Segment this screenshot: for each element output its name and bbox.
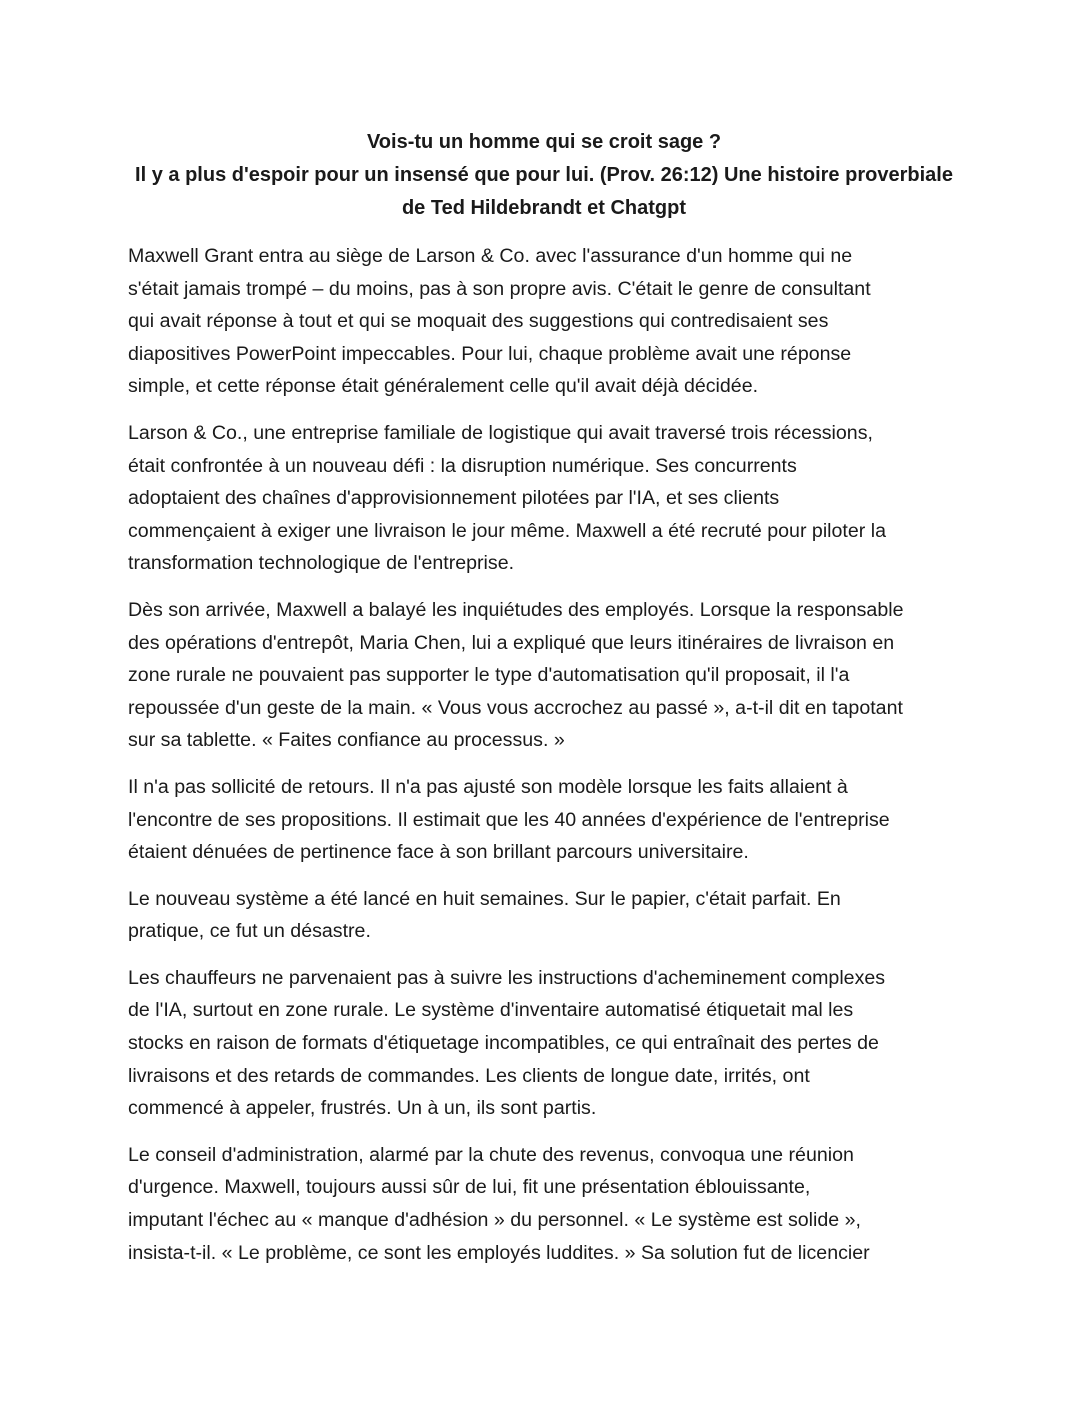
- paragraph: [128, 240, 964, 403]
- text-line: Larson & Co., une entreprise familiale de logistique qui avait traversé trois récessions,: [128, 421, 873, 444]
- text-line: sur sa tablette. « Faites confiance au processus. »: [128, 729, 565, 752]
- text-line: Maxwell Grant entra au siège de Larson & Co. avec l'assurance d'un homme qui ne: [128, 245, 853, 267]
- paragraph: [128, 594, 964, 757]
- paragraph: [128, 417, 964, 580]
- text-line: pratique, ce fut un désastre.: [128, 920, 371, 943]
- text-line: était confrontée à un nouveau défi : la disruption numérique. Ses concurrents: [128, 454, 797, 477]
- text-line: de l'IA, surtout en zone rurale. Le système d'inventaire automatisé étiquetait mal les: [128, 999, 854, 1022]
- text-line: livraisons et des retards de commandes. Les clients de longue date, irrités, ont: [128, 1064, 810, 1087]
- text-line: Les chauffeurs ne parvenaient pas à suivre les instructions d'acheminement complexes: [128, 966, 886, 989]
- text-line: stocks en raison de formats d'étiquetage incompatibles, ce qui entraînait des pertes de: [128, 1032, 879, 1055]
- paragraph: [128, 771, 964, 869]
- paragraph: [128, 962, 964, 1125]
- text-line: commençaient à exiger une livraison le jour même. Maxwell a été recruté pour piloter la: [128, 519, 886, 542]
- text-line: l'encontre de ses propositions. Il estimait que les 40 années d'expérience de l'entreprise: [128, 808, 890, 831]
- text-line: des opérations d'entrepôt, Maria Chen, lui a expliqué que leurs itinéraires de livraison en: [128, 631, 895, 654]
- text-line: Il n'a pas sollicité de retours. Il n'a pas ajusté son modèle lorsque les faits allaient à: [128, 775, 848, 798]
- text-line: Le nouveau système a été lancé en huit semaines. Sur le papier, c'était parfait. En: [128, 887, 841, 910]
- text-line: commencé à appeler, frustrés. Un à un, ils sont partis.: [128, 1097, 597, 1120]
- text-line: Dès son arrivée, Maxwell a balayé les inquiétudes des employés. Lorsque la responsable: [128, 598, 904, 621]
- text-line: zone rurale ne pouvaient pas supporter le type d'automatisation qu'il proposait, il l'a: [128, 664, 850, 687]
- text-line: imputant l'échec au « manque d'adhésion » du personnel. « Le système est solide »,: [128, 1209, 861, 1232]
- text-line: qui avait réponse à tout et qui se moquait des suggestions qui contredisaient ses: [128, 310, 829, 333]
- text-line: d'urgence. Maxwell, toujours aussi sûr de lui, fit une présentation éblouissante,: [128, 1176, 811, 1199]
- paragraph: [128, 883, 964, 948]
- text-line: adoptaient des chaînes d'approvisionnement pilotées par l'IA, et ses clients: [128, 487, 780, 510]
- text-line: transformation technologique de l'entreprise.: [128, 552, 515, 575]
- text-line: s'était jamais trompé – du moins, pas à son propre avis. C'était le genre de consultant: [128, 277, 871, 300]
- text-line: simple, et cette réponse était généralement celle qu'il avait déjà décidée.: [128, 375, 759, 398]
- document-title: [120, 126, 968, 225]
- paragraph: [128, 1139, 964, 1269]
- title-line: Il y a plus d'espoir pour un insensé que pour lui. (Prov. 26:12) Une histoire proverbiale: [135, 164, 953, 186]
- text-line: insista-t-il. « Le problème, ce sont les employés luddites. » Sa solution fut de licencier: [128, 1241, 870, 1264]
- text-line: Le conseil d'administration, alarmé par la chute des revenus, convoqua une réunion: [128, 1143, 854, 1166]
- title-line: de Ted Hildebrandt et Chatgpt: [401, 197, 687, 219]
- text-line: diapositives PowerPoint impeccables. Pour lui, chaque problème avait une réponse: [128, 342, 852, 365]
- title-line: Vois-tu un homme qui se croit sage ?: [366, 131, 722, 153]
- document-body: [128, 240, 964, 1283]
- text-line: repoussée d'un geste de la main. « Vous vous accrochez au passé », a-t-il dit en tapotant: [128, 696, 903, 719]
- text-line: étaient dénuées de pertinence face à son brillant parcours universitaire.: [128, 841, 749, 864]
